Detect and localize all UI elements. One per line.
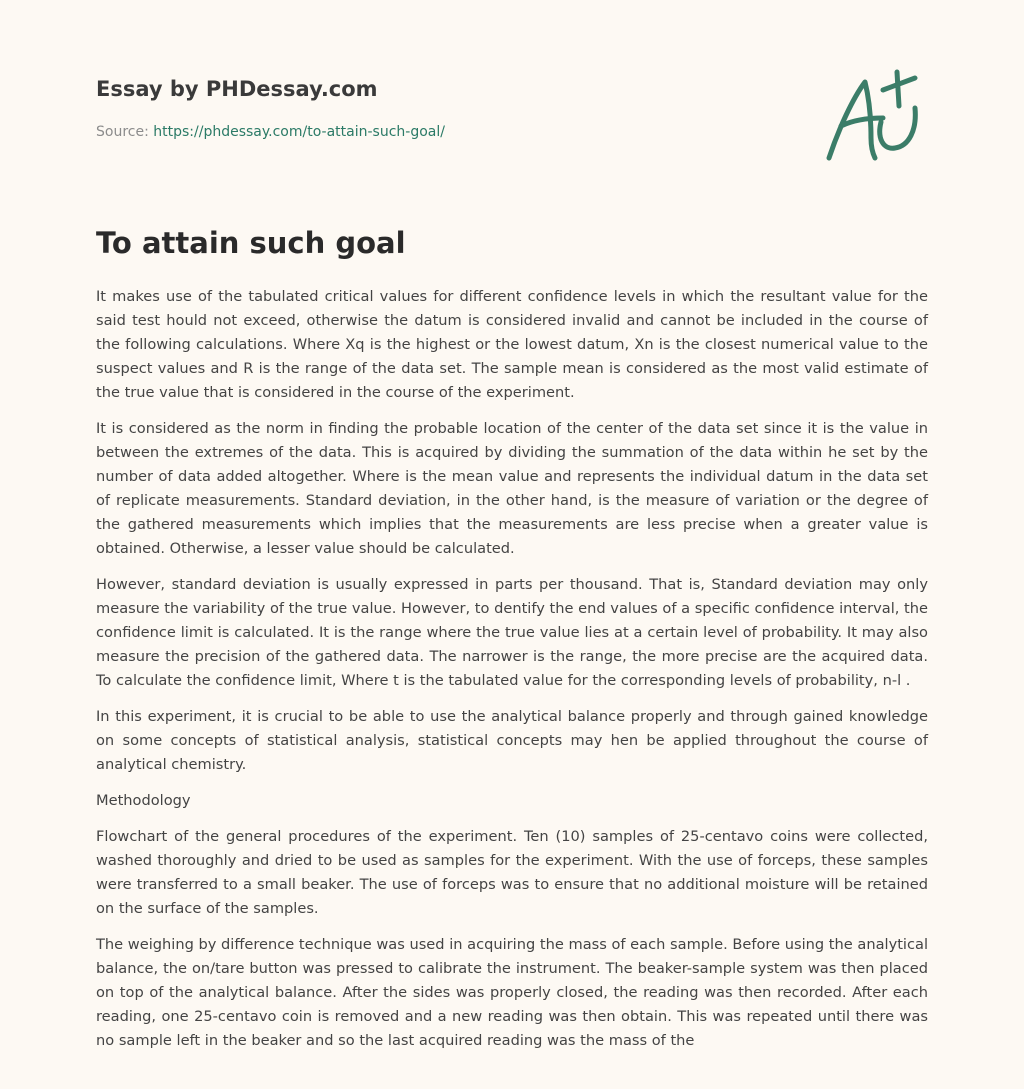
paragraph: The weighing by difference technique was used in acquiring the mass of each sample. Before using the analytical balance, the on/tare button was pressed to calibrate the instrument. The beaker-sample system was then placed on top of the analytical balance. After the sides was properly closed, the reading was then recorded. After each reading, one 25-centavo coin is removed and a new reading was then obtain. This was repeated until there was no sample left in the beaker and so the last acquired reading was the mass of the: [96, 936, 928, 1049]
paragraph: However, standard deviation is usually expressed in parts per thousand. That is, Standard deviation may only measure the variability of the true value. However, to dentify the end values of a specific confidence interval, the confidence limit is calculated. It is the range where the true value lies at a certain level of probability. It may also measure the precision of the gathered data. The narrower is the range, the more precise are the acquired data. To calculate the confidence limit, Where t is the tabulated value for the corresponding levels of probability, n-l .: [96, 576, 928, 689]
section-heading: Methodology: [96, 792, 191, 809]
source-link[interactable]: https://phdessay.com/to-attain-such-goal/: [153, 124, 445, 140]
a-plus-icon: [823, 68, 927, 164]
article-body: [96, 285, 928, 1065]
paragraph: It makes use of the tabulated critical values for different confidence levels in which the resultant value for the said test hould not exceed, otherwise the datum is considered invalid and cannot be included in the course of the following calculations. Where Xq is the highest or the lowest datum, Xn is the closest numerical value to the suspect values and R is the range of the data set. The sample mean is considered as the most valid estimate of the true value that is considered in the course of the experiment.: [96, 288, 928, 401]
article-title: To attain such goal: [96, 226, 406, 260]
source-line: [96, 124, 445, 140]
paragraph: In this experiment, it is crucial to be able to use the analytical balance properly and through gained knowledge on some concepts of statistical analysis, statistical concepts may hen be applied throughout the course of analytical chemistry.: [96, 708, 928, 773]
source-label: Source:: [96, 124, 154, 140]
site-brand: Essay by PHDessay.com: [96, 77, 378, 101]
paragraph: It is considered as the norm in finding the probable location of the center of the data set since it is the value in between the extremes of the data. This is acquired by dividing the summation of the data within he set by the number of data added altogether. Where is the mean value and represents the individual datum in the data set of replicate measurements. Standard deviation, in the other hand, is the measure of variation or the degree of the gathered measurements which implies that the measurements are less precise when a greater value is obtained. Otherwise, a lesser value should be calculated.: [96, 420, 928, 557]
paragraph: Flowchart of the general procedures of the experiment. Ten (10) samples of 25-centavo coins were collected, washed thoroughly and dried to be used as samples for the experiment. With the use of forceps, these samples were transferred to a small beaker. The use of forceps was to ensure that no additional moisture will be retained on the surface of the samples.: [96, 828, 928, 917]
